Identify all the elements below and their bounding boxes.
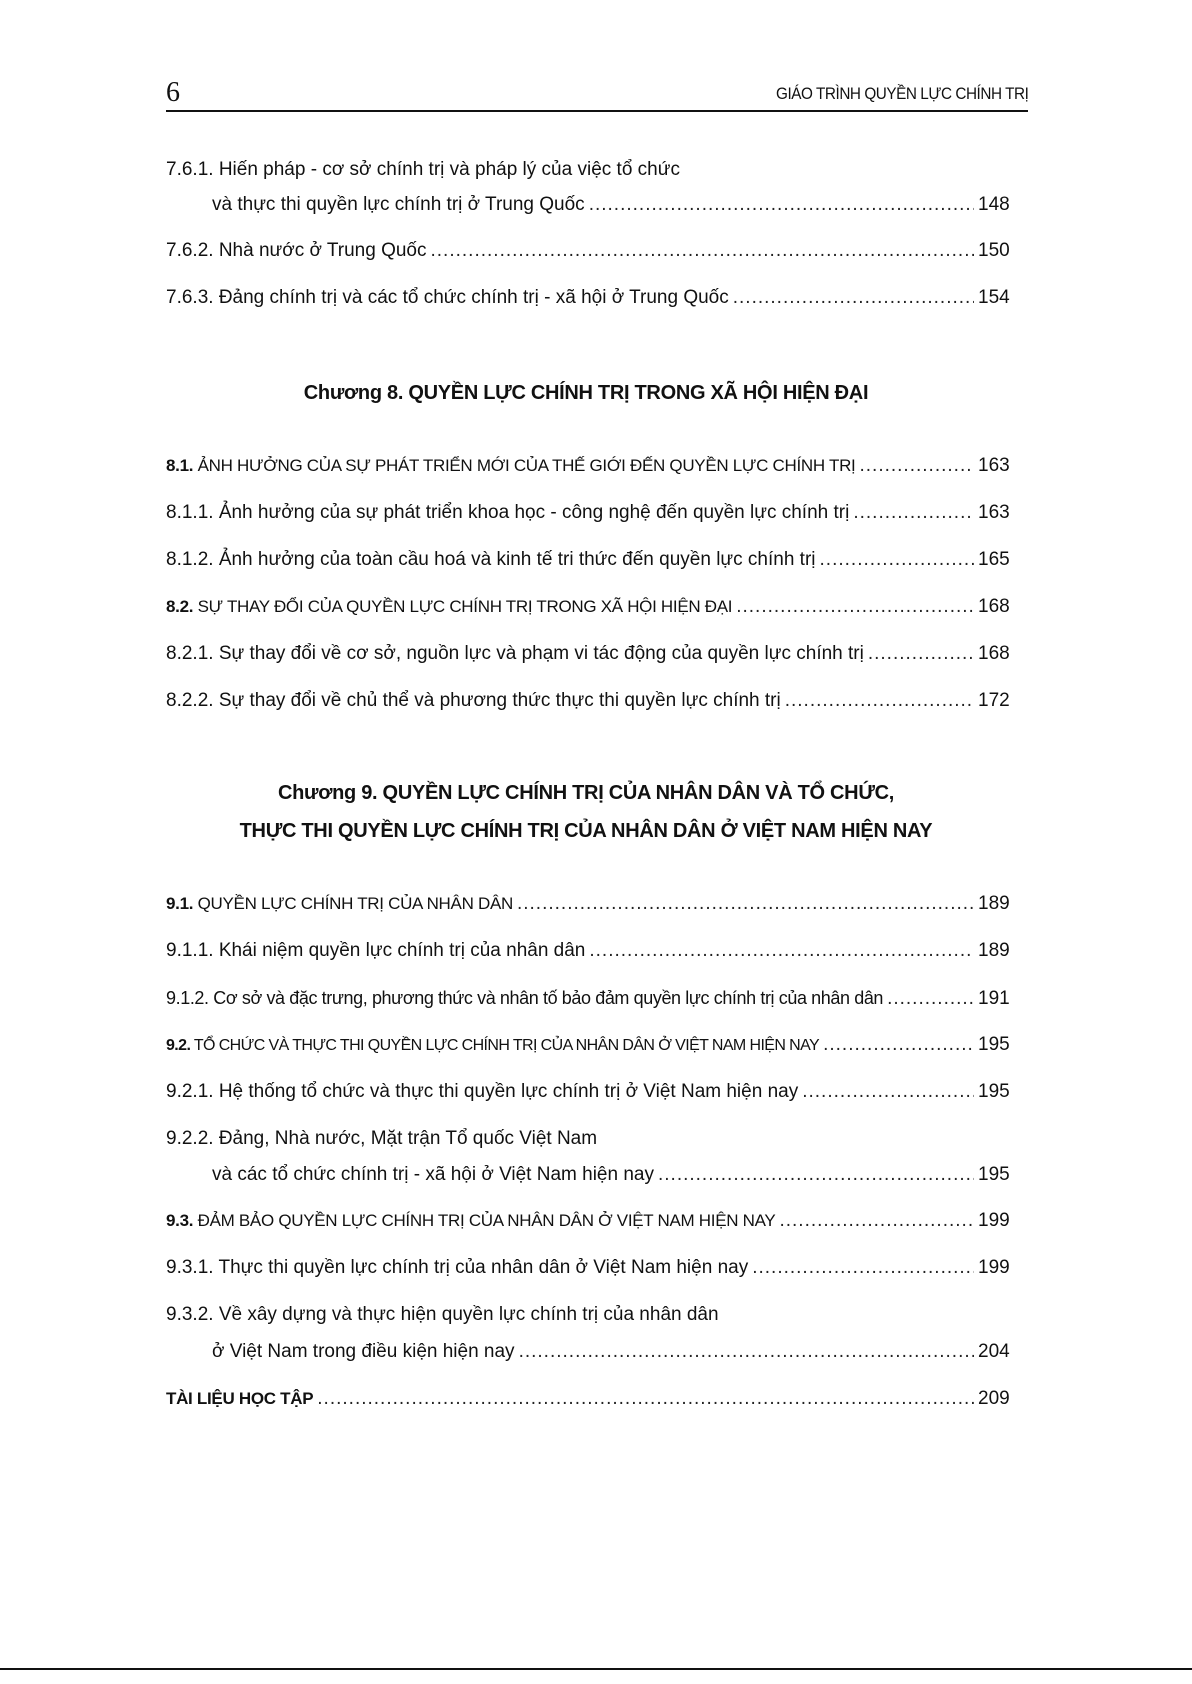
toc-entry[interactable]: [166, 983, 1010, 1013]
chapter-9-heading-line-1: Chương 9. QUYỀN LỰC CHÍNH TRỊ CỦA NHÂN DÂN VÀ TỔ CHỨC,: [277, 782, 895, 804]
toc-entry-page: 163: [978, 455, 1010, 476]
toc-entry-label: QUYỀN LỰC CHÍNH TRỊ CỦA NHÂN DÂN: [197, 894, 513, 913]
toc-entry-page: 168: [978, 596, 1010, 617]
section-number: 9.3.: [166, 1211, 194, 1230]
dot-leader: [887, 984, 974, 1014]
toc-entry-label: 8.2.1. Sự thay đổi về cơ sở, nguồn lực và phạm vi tác động của quyền lực chính trị: [166, 643, 864, 664]
running-title: GIÁO TRÌNH QUYỀN LỰC CHÍNH TRỊ: [775, 84, 1028, 103]
dot-leader: [823, 1030, 974, 1060]
dot-leader: [517, 889, 974, 919]
toc-entry-label: 9.3.2. Về xây dựng và thực hiện quyền lực chính trị của nhân dân: [166, 1304, 719, 1325]
toc-entry-label: 7.6.2. Nhà nước ở Trung Quốc: [166, 240, 427, 261]
toc-entry[interactable]: [166, 236, 1010, 266]
toc-entry-label: và các tổ chức chính trị - xã hội ở Việt Nam hiện nay: [212, 1164, 654, 1185]
toc-entry[interactable]: [212, 190, 1010, 220]
dot-leader: [752, 1253, 974, 1283]
chapter-8-heading: Chương 8. QUYỀN LỰC CHÍNH TRỊ TRONG XÃ HỘI HIỆN ĐẠI: [303, 382, 869, 404]
toc-entry[interactable]: [166, 1124, 1006, 1154]
page-number: 6: [166, 77, 180, 108]
dot-leader: [658, 1160, 974, 1190]
dot-leader: [785, 686, 974, 716]
toc-entry[interactable]: [212, 1160, 1010, 1190]
dot-leader: [317, 1384, 974, 1414]
toc-entry-label: TỔ CHỨC VÀ THỰC THI QUYỀN LỰC CHÍNH TRỊ CỦA NHÂN DÂN Ở VIỆT NAM HIỆN NAY: [193, 1037, 820, 1054]
toc-entry-page: 165: [978, 549, 1010, 570]
toc-entry-label: TÀI LIỆU HỌC TẬP: [166, 1389, 314, 1408]
toc-entry[interactable]: [166, 1253, 1010, 1283]
toc-section[interactable]: [166, 889, 1010, 919]
toc-entry-page: 195: [978, 1081, 1010, 1102]
footer-rule: [0, 1668, 1192, 1670]
toc-entry-page: 191: [978, 988, 1010, 1009]
toc-entry-page: 150: [978, 240, 1010, 261]
dot-leader: [589, 190, 974, 220]
toc-references[interactable]: [166, 1384, 1010, 1414]
dot-leader: [589, 936, 974, 966]
dot-leader: [431, 236, 975, 266]
toc-entry-label: và thực thi quyền lực chính trị ở Trung Quốc: [212, 194, 585, 215]
toc-entry-label: 9.1.2. Cơ sở và đặc trưng, phương thức và nhân tố bảo đảm quyền lực chính trị của nhân dân: [166, 988, 884, 1008]
section-number: 8.2.: [166, 597, 194, 616]
toc-entry-label: 9.3.1. Thực thi quyền lực chính trị của nhân dân ở Việt Nam hiện nay: [166, 1257, 749, 1278]
toc-entry[interactable]: [166, 1077, 1010, 1107]
toc-entry-label: ẢNH HƯỞNG CỦA SỰ PHÁT TRIỂN MỚI CỦA THẾ GIỚI ĐẾN QUYỀN LỰC CHÍNH TRỊ: [197, 456, 856, 475]
dot-leader: [736, 592, 974, 622]
toc-entry-label: 7.6.1. Hiến pháp - cơ sở chính trị và pháp lý của việc tổ chức: [166, 159, 680, 180]
toc-entry-page: 189: [978, 940, 1010, 961]
toc-entry-page: 148: [978, 194, 1010, 215]
toc-entry-label: 8.2.2. Sự thay đổi về chủ thể và phương thức thực thi quyền lực chính trị: [166, 690, 781, 711]
toc-entry-page: 199: [978, 1257, 1010, 1278]
toc-section[interactable]: [166, 1206, 1010, 1236]
toc-section[interactable]: [166, 592, 1010, 622]
toc-entry-page: 199: [978, 1210, 1010, 1231]
toc-entry-label: 9.2.1. Hệ thống tổ chức và thực thi quyền lực chính trị ở Việt Nam hiện nay: [166, 1081, 799, 1102]
toc-entry[interactable]: [166, 283, 1010, 313]
dot-leader: [779, 1206, 974, 1236]
toc-entry-page: 168: [978, 643, 1010, 664]
toc-entry[interactable]: [166, 1300, 1006, 1330]
toc-entry[interactable]: [166, 155, 1006, 185]
toc-entry-page: 195: [978, 1164, 1010, 1185]
dot-leader: [733, 283, 974, 313]
toc-entry[interactable]: [166, 936, 1010, 966]
dot-leader: [820, 545, 974, 575]
dot-leader: [853, 498, 974, 528]
page-header: [166, 76, 1028, 110]
toc-entry[interactable]: [166, 545, 1010, 575]
chapter-9-heading-line-2: THỰC THI QUYỀN LỰC CHÍNH TRỊ CỦA NHÂN DÂN Ở VIỆT NAM HIỆN NAY: [239, 820, 933, 842]
dot-leader: [868, 639, 974, 669]
toc-section[interactable]: [166, 1030, 1010, 1060]
toc-entry-label: ĐẢM BẢO QUYỀN LỰC CHÍNH TRỊ CỦA NHÂN DÂN Ở VIỆT NAM HIỆN NAY: [197, 1211, 776, 1230]
toc-entry-page: 209: [978, 1388, 1010, 1409]
section-number: 8.1.: [166, 456, 194, 475]
toc-entry-page: 172: [978, 690, 1010, 711]
toc-entry-label: ở Việt Nam trong điều kiện hiện nay: [212, 1341, 515, 1362]
toc-entry[interactable]: [166, 498, 1010, 528]
header-rule: [166, 110, 1028, 112]
dot-leader: [802, 1077, 974, 1107]
toc-entry[interactable]: [166, 639, 1010, 669]
toc-entry[interactable]: [166, 686, 1010, 716]
dot-leader: [519, 1337, 974, 1367]
toc-section[interactable]: [166, 451, 1010, 481]
toc-entry-label: 9.2.2. Đảng, Nhà nước, Mặt trận Tổ quốc Việt Nam: [166, 1128, 598, 1149]
toc-entry-label: 8.1.1. Ảnh hưởng của sự phát triển khoa học - công nghệ đến quyền lực chính trị: [166, 502, 850, 523]
section-number: 9.1.: [166, 894, 194, 913]
toc-entry-label: 8.1.2. Ảnh hưởng của toàn cầu hoá và kinh tế tri thức đến quyền lực chính trị: [166, 549, 816, 570]
toc-entry-label: 7.6.3. Đảng chính trị và các tổ chức chính trị - xã hội ở Trung Quốc: [166, 287, 729, 308]
section-number: 9.2.: [166, 1037, 191, 1054]
toc-entry-page: 204: [978, 1341, 1010, 1362]
toc-entry-label: SỰ THAY ĐỔI CỦA QUYỀN LỰC CHÍNH TRỊ TRONG XÃ HỘI HIỆN ĐẠI: [197, 597, 733, 616]
toc-entry[interactable]: [212, 1337, 1010, 1367]
toc-entry-page: 154: [978, 287, 1010, 308]
toc-entry-label: 9.1.1. Khái niệm quyền lực chính trị của nhân dân: [166, 940, 586, 961]
toc-entry-page: 195: [978, 1034, 1010, 1055]
toc-entry-page: 163: [978, 502, 1010, 523]
toc-entry-page: 189: [978, 893, 1010, 914]
dot-leader: [859, 451, 974, 481]
